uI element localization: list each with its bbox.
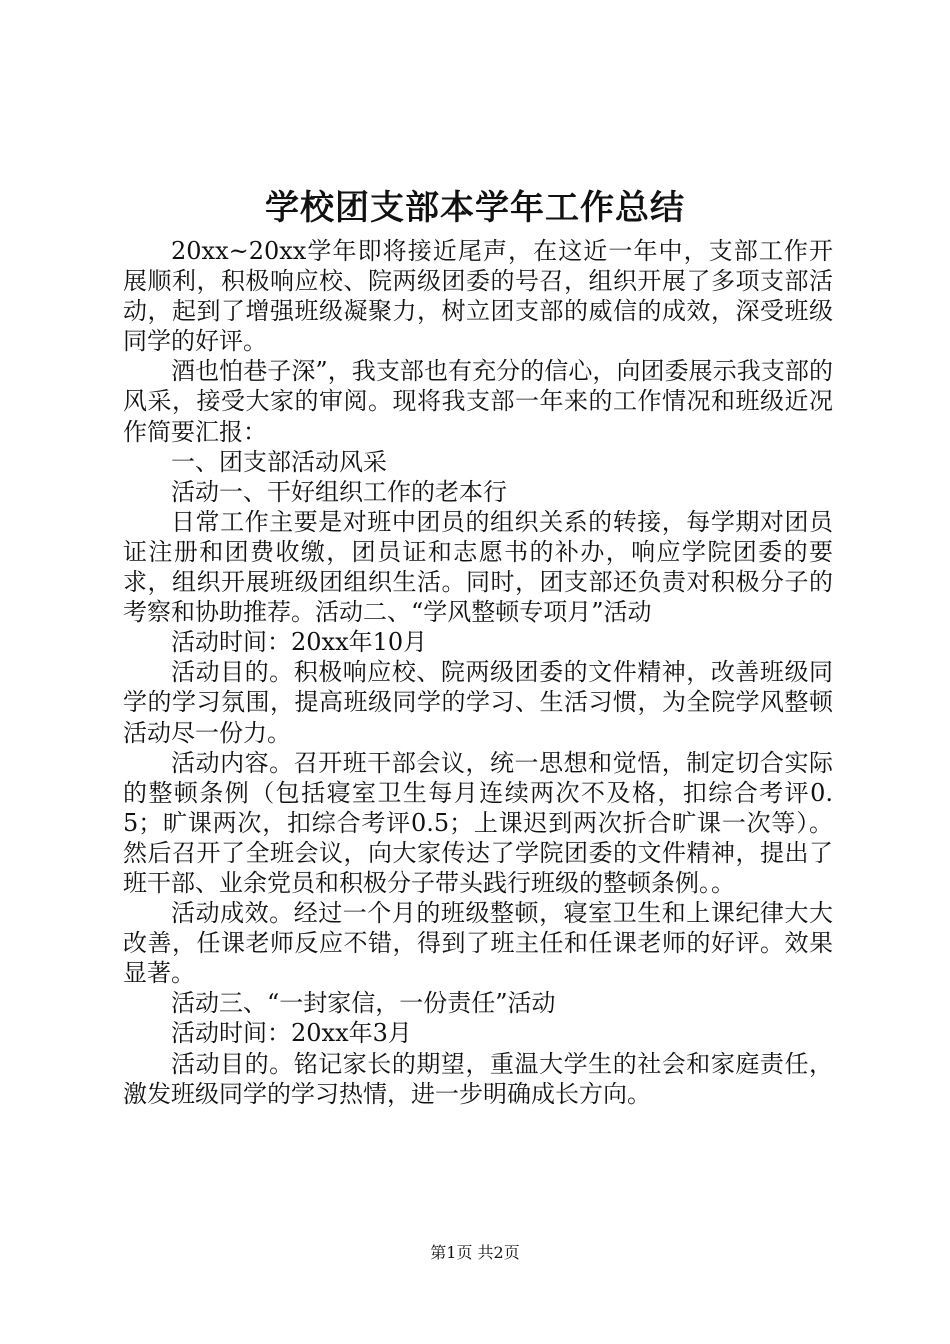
paragraph-showcase: 酒也怕巷子深”，我支部也有充分的信心，向团委展示我支部的风采，接受大家的审阅。现将我支部一年来的工作情况和班级近况作简要汇报： [123,357,833,446]
activity-two-purpose: 活动目的。积极响应校、院两级团委的文件精神，改善班级同学的学习氛围，提高班级同学的学习、生活习惯，为全院学风整顿活动尽一份力。 [123,658,833,747]
activity-two-content: 活动内容。召开班干部会议，统一思想和觉悟，制定切合实际的整顿条例（包括寝室卫生每月连续两次不及格，扣综合考评0.5；旷课两次，扣综合考评0.5；上课迟到两次折合旷课一次等）。然后召开了全班会议，向大家传达了学院团委的文件精神，提出了班干部、业余党员和积极分子带头践行班级的整顿条例。。 [123,748,833,897]
activity-one-heading: 活动一、干好组织工作的老本行 [171,477,507,506]
document-title: 学校团支部本学年工作总结 [265,188,685,228]
activity-three-purpose: 活动目的。铭记家长的期望，重温大学生的社会和家庭责任，激发班级同学的学习热情，进一步明确成长方向。 [123,1049,833,1108]
paragraph-daily-work: 日常工作主要是对班中团员的组织关系的转接，每学期对团员证注册和团费收缴，团员证和志愿书的补办，响应学院团委的要求，组织开展班级团组织生活。同时，团支部还负责对积极分子的考察和协助推荐。活动二、“学风整顿专项月”活动 [123,507,833,627]
activity-three-heading: 活动三、“一封家信，一份责任”活动 [171,989,556,1018]
document-body [123,236,833,1109]
section-heading: 一、团支部活动风采 [171,447,387,476]
paragraph-intro: 20xx~20xx学年即将接近尾声，在这近一年中，支部工作开展顺利，积极响应校、院两级团委的号召，组织开展了多项支部活动，起到了增强班级凝聚力，树立团支部的威信的成效，深受班级同学的好评。 [123,237,833,356]
activity-three-time: 活动时间：20xx年3月 [171,1019,412,1048]
activity-two-time: 活动时间：20xx年10月 [171,628,428,657]
page-number-footer: 第1页 共2页 [430,1243,520,1262]
activity-two-results: 活动成效。经过一个月的班级整顿，寝室卫生和上课纪律大大改善，任课老师反应不错，得到了班主任和任课老师的好评。效果显著。 [123,899,833,988]
